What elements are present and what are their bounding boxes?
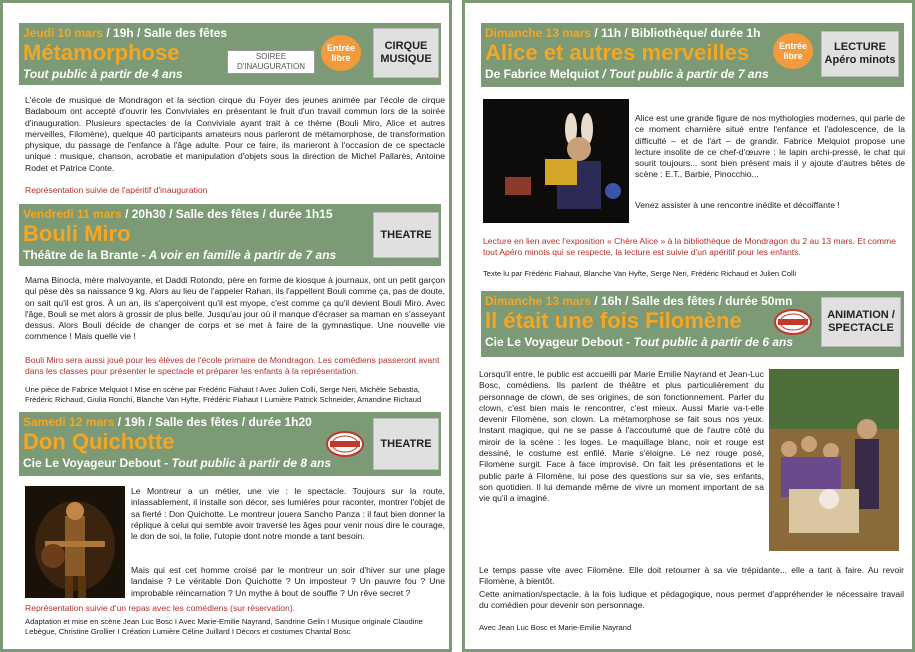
- don-quichotte-photo: [25, 486, 125, 598]
- event-description: Alice est une grande figure de nos mythologies modernes, qui parle de ce moment charnière situé entre l'enfance et l'adolescence, de la difficulté – et de l'art – de grandir. Fabrice Melquiot propose une lecture insolite de ce chef-d'œuvre : le lapin archi-pressé, le chat qui sourit toujours... sont bien présent mais il y ajoute d'autres bêtes de scène : E.T., Barbie, Pinocchio...: [635, 113, 905, 180]
- event-alice-banner: [481, 23, 904, 87]
- category-badge: THEATRE: [373, 418, 439, 470]
- event-title: Bouli Miro: [23, 221, 131, 246]
- event-title: Alice et autres merveilles: [485, 40, 750, 65]
- event-filomene-banner: [481, 291, 904, 357]
- event-date-line: Dimanche 13 mars / 16h / Salle des fêtes / durée 50mn: [485, 294, 793, 308]
- event-audience: Tout public à partir de 4 ans: [23, 67, 183, 81]
- event-credits: Texte lu par Frédéric Fiahaut, Blanche Van Hyfte, Serge Neri, Frédéric Richaud et Julien Colli: [483, 269, 797, 278]
- event-company-audience: Théâtre de la Brante - A voir en famille à partir de 7 ans: [23, 248, 337, 262]
- event-date-line: Dimanche 13 mars / 11h / Bibliothèque/ durée 1h: [485, 26, 761, 40]
- event-description: L'école de musique de Mondragon et la section cirque du Foyer des jeunes animée par l'école de cirque Badaboum ont accepté d'ouvrir les Conviviales en présentant le fruit d'un travail commun lors de la soirée d'inauguration. Plusieurs spectacles de la Conviviale ayant trait à ce thème (Bouli Miro, Alice et autres merveilles, Filomène), quelque 40 participants amateurs nous parleront de métamorphose, de transformation physique, du passage de l'enfance à l'âge adulte. Pour ce faire, ils marieront à l'occasion de ce spectacle unique : musique, chanson, acrobatie et manipulation d'objets sous la direction de Michel Pallarès, Antoine Rodet et Patrice Conte.: [25, 95, 445, 173]
- event-metamorphose-banner: [19, 23, 441, 85]
- event-description-2: Le temps passe vite avec Filomène. Elle doit retourner à sa vie trépidante... elle a tant à faire. Au revoir Filomène, à bientôt.: [479, 565, 904, 587]
- event-date-line: Samedi 12 mars / 19h / Salle des fêtes / durée 1h20: [23, 415, 312, 429]
- event-note: Représentation suivie de l'apéritif d'inauguration: [25, 185, 208, 195]
- event-description: Mama Binocla, mère malvoyante, et Daddi Rotondo, père en forme de kiosque à journaux, ont un petit garçon qui pèse dès sa naissance 9 kg. Alors au lieu de l'appeler Rahan, ils l'appellent Bouli comme ça, pas de doute, on sait qu'il est gros. À un an, ils s'aperçoivent qu'il est myope, c'est comme ça qu'il devient Bouli Miro. Avec l'âge, Bouli se met alors à grossir de plus belle. Jusqu'au jour où il manque d'écraser sa maman en s'asseyant dessus. Alors Bouli décide de changer de corps et se met à faire de la gymnastique. Une nouvelle vie commence ! Mais quelle vie !: [25, 275, 445, 342]
- filomene-photo: [769, 369, 899, 551]
- event-company-audience: Cie Le Voyageur Debout - Tout public à partir de 6 ans: [485, 335, 794, 349]
- event-note: Représentation suivie d'un repas avec les comédiens (sur réservation).: [25, 603, 296, 613]
- alice-reading-photo: [483, 99, 629, 223]
- event-date-line: Jeudi 10 mars / 19h / Salle des fêtes: [23, 26, 228, 40]
- right-page: [462, 0, 915, 652]
- event-company-audience: De Fabrice Melquiot / Tout public à partir de 7 ans: [485, 67, 769, 81]
- event-credits: Une pièce de Fabrice Melquiot I Mise en scène par Frédéric Fiahaut I Avec Julien Colli, Serge Neri, Michèle Sebastia, Frédéric Richaud, Giulia Ronchi, Blanche Van Hyfte, Frédéric Fiahaut I Lumière Patrick Schneider, Amandine Richaud: [25, 385, 422, 404]
- company-stamp-icon: [773, 307, 813, 337]
- event-date-line: Vendredi 11 mars / 20h30 / Salle des fêtes / durée 1h15: [23, 207, 333, 221]
- event-title: Don Quichotte: [23, 429, 175, 454]
- event-title: Métamorphose: [23, 40, 180, 65]
- event-don-quichotte-banner: [19, 412, 441, 476]
- event-bouli-miro-banner: [19, 204, 441, 266]
- event-credits: Avec Jean Luc Bosc et Marie-Emilie Nayrand: [479, 623, 632, 632]
- company-stamp-icon: [325, 429, 365, 459]
- event-description-2: Mais qui est cet homme croisé par le montreur un soir d'hiver sur une plage landaise ? Le véritable Don Quichotte ? Un imposteur ? Un pauvre fou ? Une improbable réincarnation ? Un mythe à bout de souffle ? Un rêve secret ?: [131, 565, 445, 598]
- event-title: Il était une fois Filomène: [485, 308, 742, 333]
- entree-libre-badge: Entrée libre: [773, 33, 813, 69]
- event-description-3: Cette animation/spectacle, à la fois ludique et pédagogique, nous permet d'appréhender le nécessaire travail du comédien pour devenir son personnage.: [479, 589, 904, 611]
- event-company-audience: Cie Le Voyageur Debout - Tout public à partir de 8 ans: [23, 456, 332, 470]
- category-badge: CIRQUE MUSIQUE: [373, 28, 439, 78]
- category-badge: THEATRE: [373, 212, 439, 258]
- soiree-inauguration-label: SOIREE D'INAUGURATION: [227, 50, 315, 74]
- event-note: Lecture en lien avec l'exposition « Chère Alice » à la bibliothèque de Mondragon du 2 au 13 mars. Et comme tout Apéro minots qui se respecte, la lecture est suivie d'un apéritif pour les enfants.: [483, 236, 896, 258]
- event-description: Lorsqu'il entre, le public est accueilli par Marie Emilie Nayrand et Jean-Luc Bosc, comédiens. Ils parlent de théâtre et plus particulièrement du personnage de clown, de ses origines, de son fonctionnement. Parler du clown, c'est bien mais le rencontrer, c'est mieux. Aussi Marie va-t-elle devenir Filomène, son clown. La métamorphose se fait sous nos yeux. Instant magique, qui ne se passe à l'accoutumé que de l'autre côté du miroir de la scène : les loges. Le maquillage blanc, noir et rouge est dessiné, le costume est enfilé. Marie s'éloigne. Le nez rouge posé, Filomène surgit. Face à face improvisé. On fait les présentations et le public parle à Filomène, lui pose des questions sur sa vie, ses enfants, son quotidien. Il lui demande même de vivre un moment important de sa vie qu'il a imaginé.: [479, 369, 764, 504]
- event-description-end: Venez assister à une rencontre inédite et décoiffante !: [635, 200, 840, 210]
- event-description: Le Montreur a un métier, une vie : le spectacle. Toujours sur la route, inlassablement, il installe son décor, ses lumières pour raconter, montrer l'objet de sa fierté : Don Quichotte. Le montreur jouera Sancho Panza : il faut bien donner la réplique à celui qui semble avoir traversé les âges pour venir nous dire le courage, le don de soi, la folie, l'utopie dont notre monde a tant besoin.: [131, 486, 445, 542]
- left-page: [0, 0, 452, 652]
- category-badge: LECTURE Apéro minots: [821, 31, 899, 77]
- category-badge: ANIMATION / SPECTACLE: [821, 297, 901, 347]
- event-note: Bouli Miro sera aussi joué pour les élèves de l'école primaire de Mondragon. Les comédiens passeront avant dans les classes pour présenter le spectacle et préparer les enfants à la représentation.: [25, 355, 440, 377]
- event-credits: Adaptation et mise en scène Jean Luc Bosc I Avec Marie-Emilie Nayrand, Sandrine Gelin I Musique originale Claudine Lebègue, Christine Grollier I Création Lumière Céline Juillard I Décors et costumes Chantal Bosc: [25, 617, 423, 636]
- entree-libre-badge: Entrée libre: [321, 35, 361, 71]
